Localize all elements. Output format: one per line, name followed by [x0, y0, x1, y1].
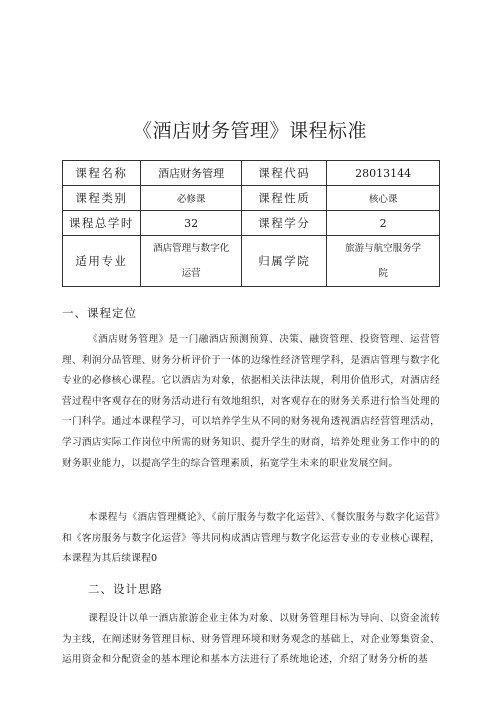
section-2-heading: 二、设计思路 [88, 582, 163, 596]
college-value-line2: 院 [378, 268, 388, 279]
course-info-table [62, 160, 440, 287]
course-type-value: 必修课 [140, 186, 242, 211]
major-value [140, 236, 242, 287]
section-2-paragraph-1 [62, 609, 440, 671]
table-row [63, 186, 440, 211]
course-code-label: 课程代码 [242, 161, 327, 186]
section-1-paragraph-2-text: 本课程与《酒店管理概论》、《前厅服务与数字化运营》、《餐饮服务与数字化运营》和《客房服务与数字化运营》等共同构成酒店管理与数字化运营专业的专业核心课程，本课程为其后续课程0 [62, 512, 440, 565]
course-type-label: 课程类别 [63, 186, 141, 211]
course-name-value: 酒店财务管理 [140, 161, 242, 186]
section-2-paragraph-1-text: 课程设计以单一酒店旅游企业主体为对象、以财务管理目标为导向、以资金流转为主线，在阐述财务管理目标、财务管理环境和财务观念的基础上，对企业筹集资金、运用资金和分配资金的基本理论和基本方法进行了系统地论述，介绍了财务分析的基 [62, 613, 440, 666]
college-value [327, 236, 440, 287]
course-code-value: 28013144 [327, 161, 440, 186]
major-value-line1: 酒店管理与数字化 [153, 243, 230, 254]
course-nature-label: 课程性质 [242, 186, 327, 211]
table-row [63, 161, 440, 186]
table-row [63, 236, 440, 287]
college-label: 归属学院 [242, 236, 327, 287]
table-row [63, 211, 440, 236]
total-hours-value: 32 [140, 211, 242, 236]
major-value-line2: 运营 [181, 268, 201, 279]
course-name-label: 课程名称 [63, 161, 141, 186]
credits-label: 课程学分 [242, 211, 327, 236]
major-label: 适用专业 [63, 236, 141, 287]
total-hours-label: 课程总学时 [63, 211, 141, 236]
section-1-paragraph-1-text: 《酒店财务管理》是一门融酒店预测预算、决策、融资管理、投资管理、运营管理、利润分品管理、财务分析评价于一体的边缘性经济管理学科，是酒店管理与数字化专业的必修核心课程。它以酒店为对象，依据相关法律法规，利用价值形式，对酒店经营过程中客观存在的财务活动进行有效地组织，对客观存在的财务关系进行恰当处理的一门科学。通过本课程学习，可以培养学生从不同的财务视角透视酒店经营管理活动，学习酒店实际工作岗位中所需的财务知识、提升学生的财商，培养处理业务工作中的的财务职业能力，以提高学生的综合管理素质，拓宽学生未来的职业发展空间。 [62, 334, 440, 469]
course-nature-value: 核心课 [327, 186, 440, 211]
section-1-paragraph-1 [62, 330, 440, 474]
credits-value: 2 [327, 211, 440, 236]
college-value-line1: 旅游与航空服务学 [345, 243, 422, 254]
document-title: 《酒店财务管理》课程标准 [132, 120, 367, 142]
section-1-heading: 一、课程定位 [62, 306, 137, 320]
section-1-paragraph-2 [62, 508, 440, 570]
